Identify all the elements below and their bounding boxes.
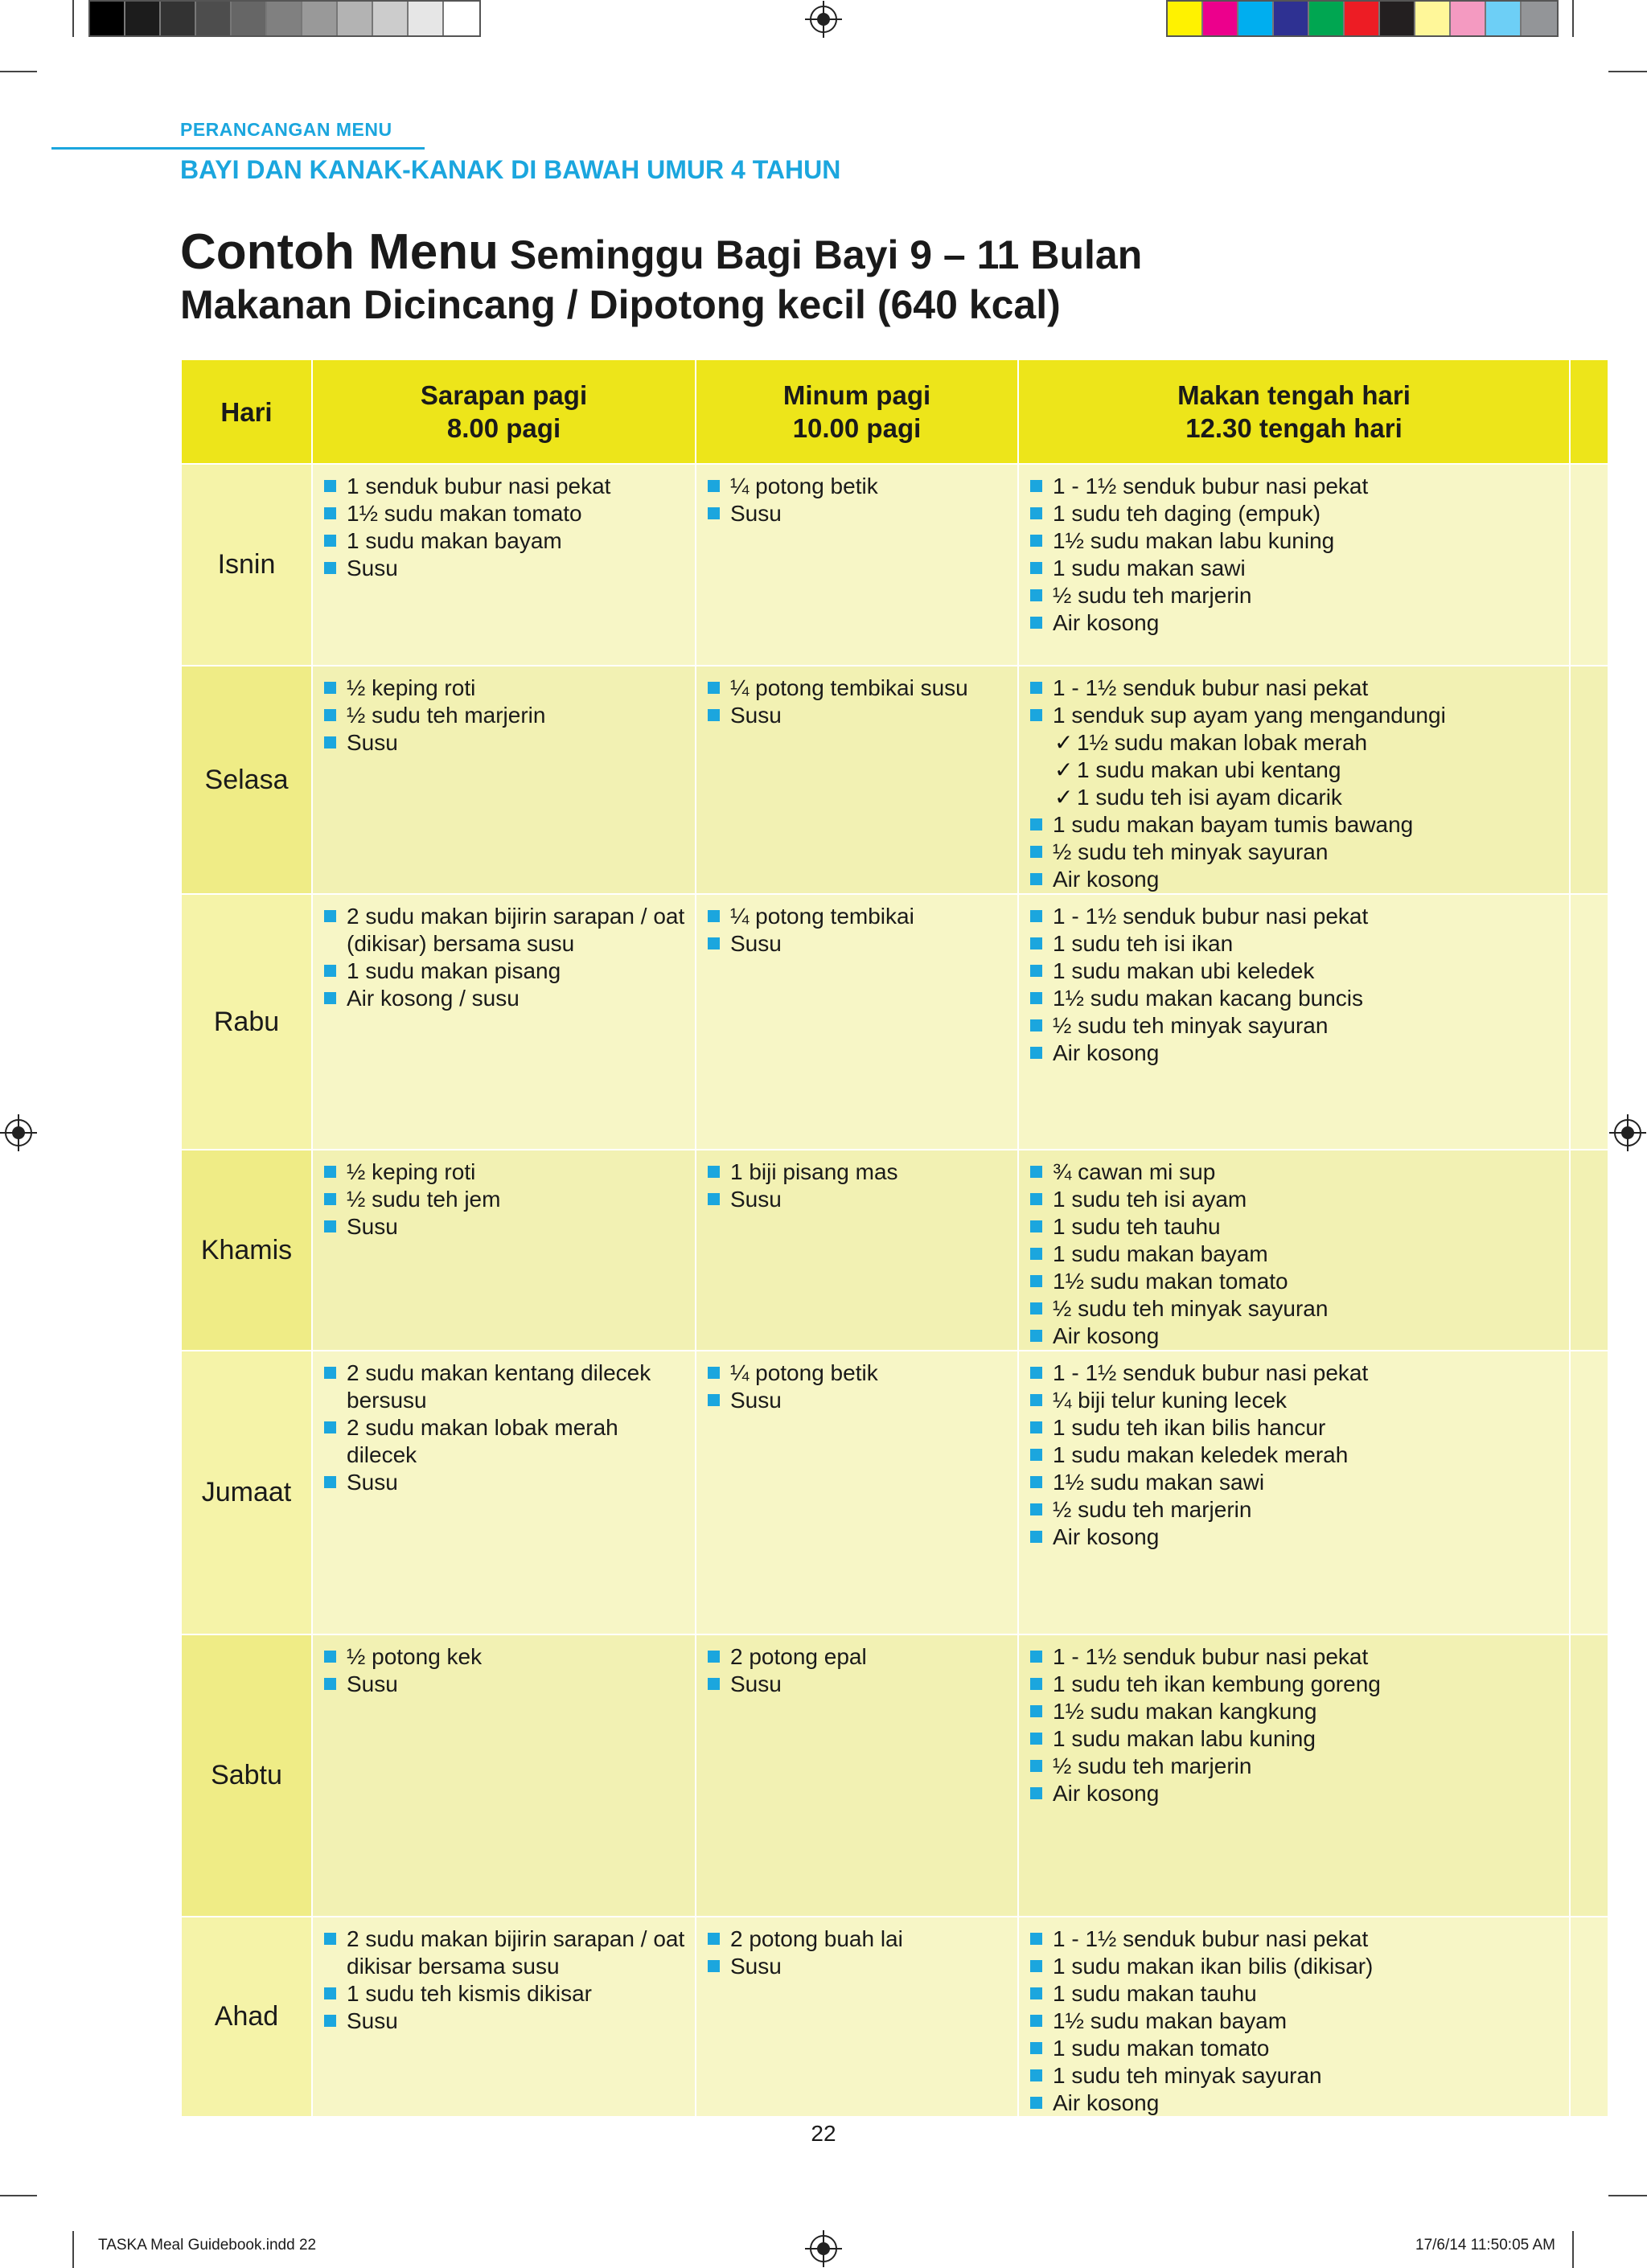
trim-mark (0, 71, 37, 72)
day-name: Khamis (182, 1150, 313, 1351)
colour-swatch (267, 2, 302, 35)
menu-item-list (324, 473, 685, 582)
menu-item-list (708, 675, 1008, 729)
colour-swatch (1274, 2, 1309, 35)
menu-item: 2 sudu makan kentang dilecek bersusu (324, 1360, 685, 1414)
menu-item: ½ sudu teh minyak sayuran (1030, 839, 1559, 866)
menu-item-list (1030, 1643, 1559, 1807)
menu-item: 1 sudu teh daging (empuk) (1030, 500, 1559, 527)
column-header-text (421, 379, 587, 445)
column-header-line2: 10.00 pagi (792, 413, 922, 443)
menu-item-list (1030, 675, 1559, 893)
header-filler (1571, 360, 1609, 465)
menu-cell (696, 1150, 1019, 1351)
footer-filename: TASKA Meal Guidebook.indd 22 (98, 2237, 317, 2254)
menu-item: 1 sudu teh ikan bilis hancur (1030, 1414, 1559, 1442)
menu-item: 1 sudu teh tauhu (1030, 1213, 1559, 1241)
trim-mark (1608, 2195, 1647, 2196)
section-label: PERANCANGAN MENU (180, 119, 392, 140)
menu-cell (1019, 1351, 1571, 1635)
trim-mark (1572, 2231, 1574, 2268)
menu-cell (696, 1917, 1019, 2118)
row-filler (1571, 1150, 1609, 1351)
menu-item: 1½ sudu makan bayam (1030, 2008, 1559, 2035)
menu-item: Susu (708, 1953, 1008, 1980)
day-name: Sabtu (182, 1635, 313, 1917)
menu-item: Susu (708, 1186, 1008, 1213)
menu-cell (1019, 1150, 1571, 1351)
menu-item: Susu (324, 1469, 685, 1496)
registration-mark-icon (1614, 1119, 1641, 1146)
colour-swatch (1415, 2, 1451, 35)
column-header-line2: 12.30 tengah hari (1185, 413, 1403, 443)
menu-cell (313, 465, 696, 666)
menu-item: Susu (324, 2008, 685, 2035)
menu-item-list (708, 1926, 1008, 1980)
menu-item-list (1030, 1926, 1559, 2117)
menu-item-list (708, 1643, 1008, 1698)
menu-item: 1 sudu teh isi ayam (1030, 1186, 1559, 1213)
menu-item: Air kosong (1030, 866, 1559, 893)
menu-item: 2 sudu makan lobak merah dilecek (324, 1414, 685, 1469)
menu-cell (1019, 1635, 1571, 1917)
menu-subitem: ✓ 1 sudu teh isi ayam dicarik (1030, 784, 1559, 811)
registration-mark-icon (810, 6, 837, 33)
colour-swatch (90, 2, 125, 35)
menu-cell (696, 895, 1019, 1150)
menu-item: 1½ sudu makan kangkung (1030, 1698, 1559, 1725)
colour-swatch (1345, 2, 1380, 35)
menu-item: ¼ potong betik (708, 473, 1008, 500)
section-rule (51, 147, 425, 150)
page-number: 22 (811, 2121, 836, 2146)
menu-cell (1019, 895, 1571, 1150)
menu-cell (1019, 1917, 1571, 2118)
registration-mark-icon (810, 2235, 837, 2262)
menu-item: 2 potong buah lai (708, 1926, 1008, 1953)
row-filler (1571, 1917, 1609, 2118)
colour-swatch (1309, 2, 1345, 35)
menu-cell (696, 465, 1019, 666)
menu-item: ½ sudu teh marjerin (1030, 1753, 1559, 1780)
colour-swatch (1522, 2, 1557, 35)
trim-mark (1572, 0, 1574, 37)
menu-item: 1½ sudu makan tomato (324, 500, 685, 527)
column-header-line1: Makan tengah hari (1177, 380, 1411, 410)
column-header (313, 360, 696, 465)
section-subtitle: BAYI DAN KANAK-KANAK DI BAWAH UMUR 4 TAHUN (180, 155, 841, 184)
menu-item-list (708, 1159, 1008, 1213)
colour-swatch (302, 2, 338, 35)
page-title (180, 224, 1142, 281)
menu-item: Susu (324, 1213, 685, 1241)
menu-item: 1 sudu teh kismis dikisar (324, 1980, 685, 2008)
menu-item-list (324, 1360, 685, 1496)
menu-item: ½ sudu teh minyak sayuran (1030, 1012, 1559, 1040)
column-header-text (783, 379, 930, 445)
menu-item-list (324, 675, 685, 757)
day-name: Jumaat (182, 1351, 313, 1635)
trim-mark (72, 0, 74, 37)
menu-item: 1 sudu makan bayam (1030, 1241, 1559, 1268)
menu-item: ½ sudu teh jem (324, 1186, 685, 1213)
menu-item: 1½ sudu makan tomato (1030, 1268, 1559, 1295)
page-title-rest: Seminggu Bagi Bayi 9 – 11 Bulan (499, 232, 1143, 277)
column-header-text (1177, 379, 1411, 445)
column-header-line2: 8.00 pagi (446, 413, 561, 443)
weekly-menu-table (182, 360, 1609, 2118)
menu-item: 1 - 1½ senduk bubur nasi pekat (1030, 1360, 1559, 1387)
menu-item: 1 sudu teh minyak sayuran (1030, 2062, 1559, 2090)
row-filler (1571, 895, 1609, 1150)
menu-item: 1 sudu makan tauhu (1030, 1980, 1559, 2008)
menu-item: ½ keping roti (324, 675, 685, 702)
menu-item-list (1030, 473, 1559, 637)
menu-item: ½ sudu teh marjerin (1030, 582, 1559, 609)
colour-swatch (1380, 2, 1415, 35)
menu-item: Air kosong (1030, 609, 1559, 637)
colour-swatch (1203, 2, 1238, 35)
menu-item: Air kosong (1030, 1040, 1559, 1067)
menu-item: Susu (324, 1671, 685, 1698)
menu-item: 1 sudu makan keledek merah (1030, 1442, 1559, 1469)
menu-item: Air kosong (1030, 2090, 1559, 2117)
process-colour-bar (1166, 0, 1559, 37)
day-name: Selasa (182, 666, 313, 895)
menu-item-list (1030, 1159, 1559, 1350)
menu-item: 1½ sudu makan sawi (1030, 1469, 1559, 1496)
menu-item: Air kosong (1030, 1524, 1559, 1551)
menu-subitem: ✓ 1 sudu makan ubi kentang (1030, 757, 1559, 784)
menu-item-list (324, 903, 685, 1012)
menu-item: Susu (324, 555, 685, 582)
column-header-line1: Hari (220, 396, 273, 427)
menu-item: Air kosong (1030, 1780, 1559, 1807)
menu-item: ½ sudu teh minyak sayuran (1030, 1295, 1559, 1323)
menu-item: 1 sudu teh isi ikan (1030, 930, 1559, 958)
menu-cell (313, 1917, 696, 2118)
menu-cell (313, 1150, 696, 1351)
menu-item: Susu (708, 930, 1008, 958)
colour-swatch (161, 2, 196, 35)
menu-item: 1 sudu makan labu kuning (1030, 1725, 1559, 1753)
footer-timestamp: 17/6/14 11:50:05 AM (1415, 2237, 1555, 2254)
menu-item: 1 sudu makan ubi keledek (1030, 958, 1559, 985)
menu-item: Susu (708, 702, 1008, 729)
menu-item: 1 - 1½ senduk bubur nasi pekat (1030, 903, 1559, 930)
menu-item: 1 - 1½ senduk bubur nasi pekat (1030, 473, 1559, 500)
menu-item: 1½ sudu makan labu kuning (1030, 527, 1559, 555)
menu-cell (696, 666, 1019, 895)
menu-item: ¼ biji telur kuning lecek (1030, 1387, 1559, 1414)
menu-item: 1 - 1½ senduk bubur nasi pekat (1030, 675, 1559, 702)
day-name: Isnin (182, 465, 313, 666)
registration-mark-icon (5, 1119, 32, 1146)
menu-item: 1½ sudu makan kacang buncis (1030, 985, 1559, 1012)
menu-item: 2 sudu makan bijirin sarapan / oat dikisar bersama susu (324, 1926, 685, 1980)
menu-item: 1 senduk sup ayam yang mengandungi (1030, 702, 1559, 729)
menu-cell (313, 895, 696, 1150)
colour-swatch (125, 2, 161, 35)
trim-mark (1608, 71, 1647, 72)
menu-item: ¼ potong betik (708, 1360, 1008, 1387)
menu-cell (696, 1351, 1019, 1635)
column-header-text (220, 396, 272, 429)
colour-swatch (409, 2, 444, 35)
menu-cell (1019, 666, 1571, 895)
colour-swatch (196, 2, 232, 35)
menu-item: Susu (708, 500, 1008, 527)
menu-item: 1 sudu teh ikan kembung goreng (1030, 1671, 1559, 1698)
day-name: Rabu (182, 895, 313, 1150)
trim-mark (0, 2195, 37, 2196)
menu-item: 1 sudu makan sawi (1030, 555, 1559, 582)
menu-item-list (1030, 903, 1559, 1067)
menu-subitem: ✓ 1½ sudu makan lobak merah (1030, 729, 1559, 757)
menu-cell (1019, 465, 1571, 666)
menu-item: ¾ cawan mi sup (1030, 1159, 1559, 1186)
column-header (1019, 360, 1571, 465)
menu-item: Air kosong / susu (324, 985, 685, 1012)
row-filler (1571, 1635, 1609, 1917)
menu-item: 1 sudu makan pisang (324, 958, 685, 985)
menu-item-list (708, 903, 1008, 958)
menu-item: ½ keping roti (324, 1159, 685, 1186)
row-filler (1571, 1351, 1609, 1635)
colour-swatch (232, 2, 267, 35)
menu-item: Susu (324, 729, 685, 757)
menu-item-list (324, 1926, 685, 2035)
menu-item: 1 - 1½ senduk bubur nasi pekat (1030, 1643, 1559, 1671)
menu-item: 1 sudu makan bayam (324, 527, 685, 555)
menu-cell (313, 666, 696, 895)
menu-item: 1 sudu makan ikan bilis (dikisar) (1030, 1953, 1559, 1980)
menu-item: 2 potong epal (708, 1643, 1008, 1671)
menu-item-list (324, 1643, 685, 1698)
menu-item: Susu (708, 1387, 1008, 1414)
menu-item-list (324, 1159, 685, 1241)
day-name: Ahad (182, 1917, 313, 2118)
colour-swatch (373, 2, 409, 35)
menu-item: 1 sudu makan tomato (1030, 2035, 1559, 2062)
menu-item: Air kosong (1030, 1323, 1559, 1350)
row-filler (1571, 666, 1609, 895)
trim-mark (72, 2231, 74, 2268)
menu-item: 2 sudu makan bijirin sarapan / oat (dikisar) bersama susu (324, 903, 685, 958)
page-subtitle: Makanan Dicincang / Dipotong kecil (640 kcal) (180, 282, 1061, 327)
menu-item: ½ sudu teh marjerin (324, 702, 685, 729)
menu-item: Susu (708, 1671, 1008, 1698)
colour-swatch (1486, 2, 1522, 35)
menu-cell (696, 1635, 1019, 1917)
menu-item-list (708, 473, 1008, 527)
colour-swatch (1238, 2, 1274, 35)
menu-cell (313, 1635, 696, 1917)
menu-item: ½ sudu teh marjerin (1030, 1496, 1559, 1524)
colour-swatch (444, 2, 479, 35)
colour-swatch (1168, 2, 1203, 35)
column-header (696, 360, 1019, 465)
column-header-line1: Sarapan pagi (420, 380, 588, 410)
row-filler (1571, 465, 1609, 666)
column-header-line1: Minum pagi (782, 380, 931, 410)
menu-item: 1 senduk bubur nasi pekat (324, 473, 685, 500)
menu-item: 1 biji pisang mas (708, 1159, 1008, 1186)
column-header (182, 360, 313, 465)
menu-cell (313, 1351, 696, 1635)
page-title-main: Contoh Menu (180, 224, 499, 280)
menu-item: ½ potong kek (324, 1643, 685, 1671)
menu-item: ¼ potong tembikai (708, 903, 1008, 930)
menu-item: 1 sudu makan bayam tumis bawang (1030, 811, 1559, 839)
colour-swatch (338, 2, 373, 35)
menu-item-list (1030, 1360, 1559, 1551)
menu-item: 1 - 1½ senduk bubur nasi pekat (1030, 1926, 1559, 1953)
colour-swatch (1451, 2, 1486, 35)
greyscale-colour-bar (88, 0, 481, 37)
menu-item-list (708, 1360, 1008, 1414)
menu-item: ¼ potong tembikai susu (708, 675, 1008, 702)
